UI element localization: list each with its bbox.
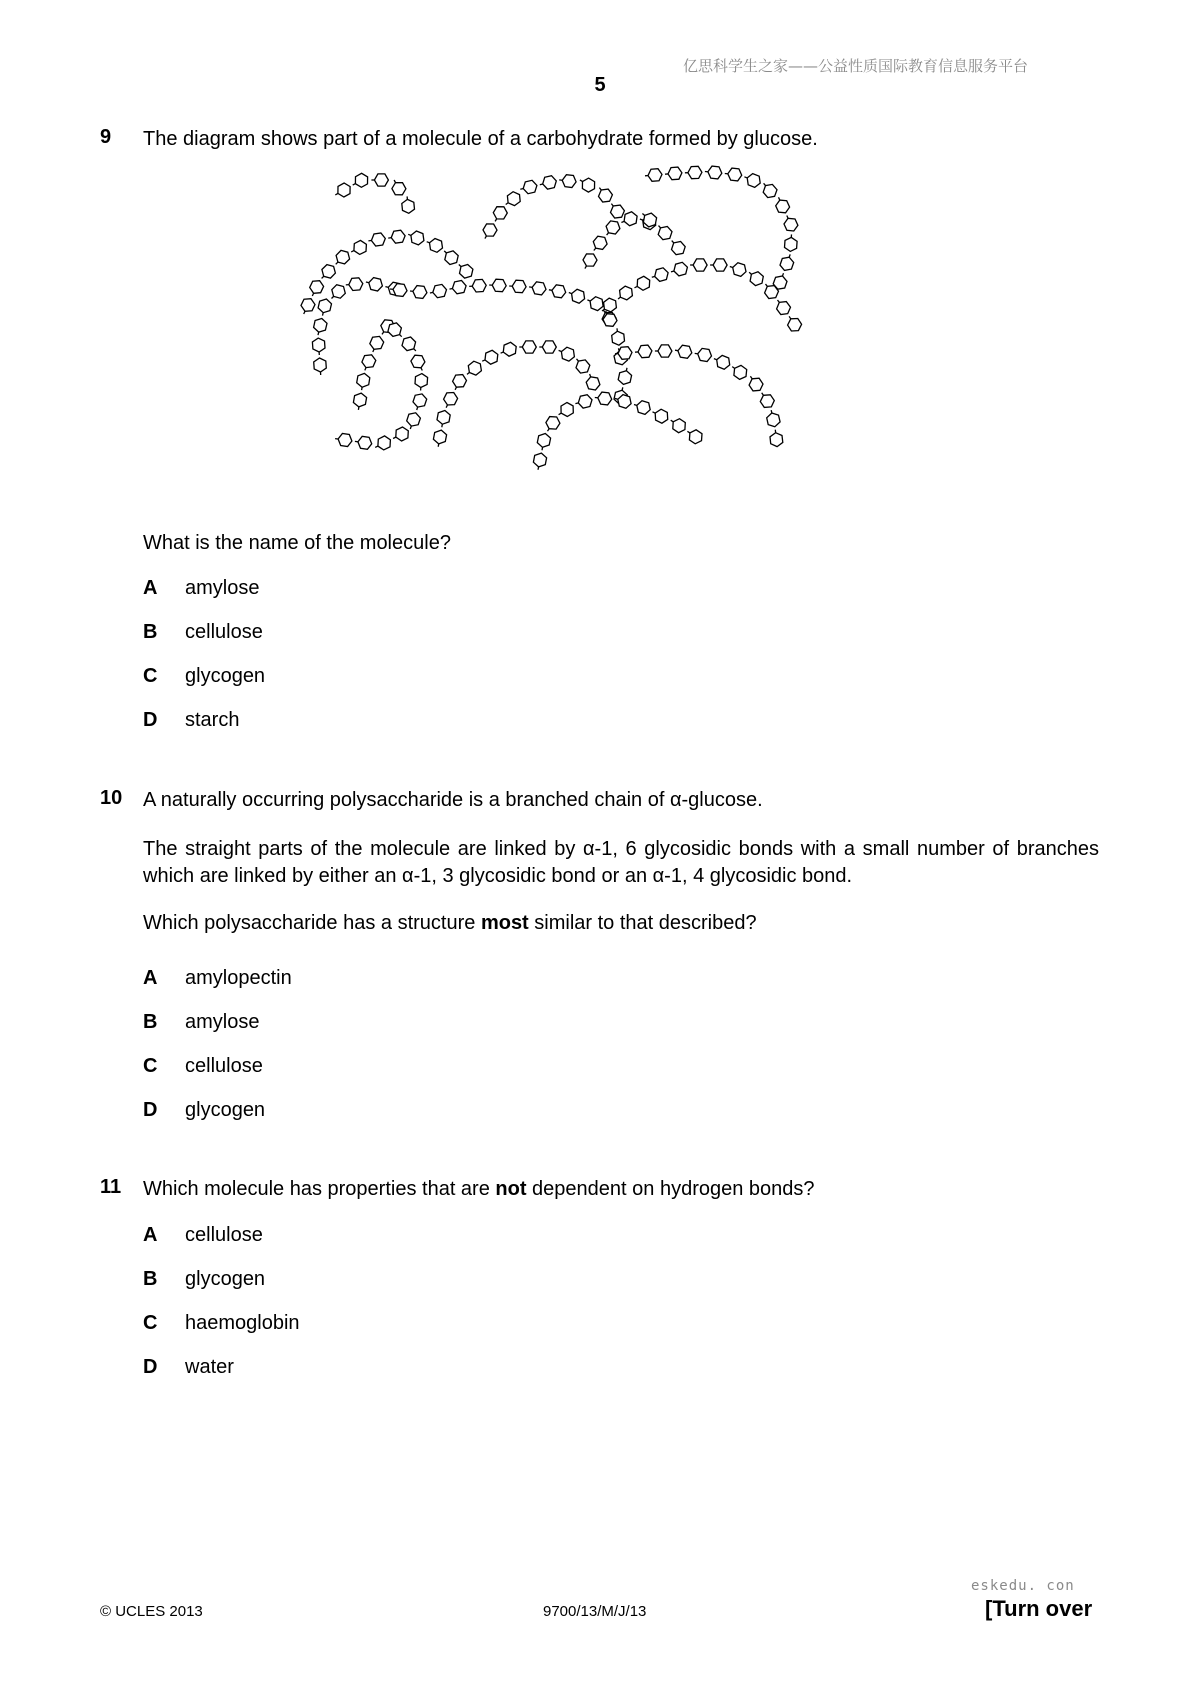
glucose-ring — [523, 180, 537, 193]
glucose-ring — [546, 417, 560, 430]
glucose-ring — [698, 348, 712, 361]
glucose-ring — [638, 345, 652, 358]
glucose-ring — [445, 251, 458, 265]
question-number: 10 — [100, 787, 123, 809]
option-letter: C — [143, 1055, 158, 1077]
glucose-ring — [378, 436, 391, 450]
glucose-ring — [522, 341, 536, 353]
stem-text: dependent on hydrogen bonds? — [526, 1178, 815, 1200]
option-text: amylose — [185, 1011, 260, 1033]
glucose-ring — [655, 409, 668, 423]
glucose-ring — [370, 336, 384, 349]
emphasis-text: most — [480, 912, 529, 934]
glucose-ring — [483, 224, 497, 236]
glycogen-diagram — [300, 165, 900, 515]
glucose-ring — [354, 240, 367, 254]
glucose-ring — [561, 403, 573, 417]
glucose-ring — [388, 323, 402, 337]
glucose-ring — [338, 434, 352, 447]
glucose-ring — [643, 213, 656, 227]
option-letter: A — [143, 577, 158, 599]
glucose-ring — [322, 265, 336, 279]
glucose-ring — [532, 282, 546, 295]
glucose-ring — [747, 174, 760, 188]
glucose-ring — [658, 345, 672, 357]
glucose-ring — [374, 174, 388, 186]
option-text: water — [185, 1356, 234, 1378]
option-text: cellulose — [185, 1224, 263, 1246]
glucose-ring — [562, 175, 576, 188]
question-paragraph: The straight parts of the molecule are linked by α-1, 6 glycosidic bonds with a small number of branches which are linked by either an α-1, 3 glycosidic bond or an α-1, 4 glycosidic bond. — [143, 838, 1099, 887]
glucose-ring — [433, 430, 446, 444]
glucose-ring — [586, 377, 600, 390]
glucose-ring — [512, 280, 526, 293]
glucose-ring — [674, 262, 688, 276]
glucose-ring — [583, 254, 597, 266]
option-letter: D — [143, 1099, 158, 1121]
glucose-ring — [402, 337, 416, 351]
glucose-ring — [542, 341, 556, 353]
glucose-ring — [733, 263, 746, 277]
option-text: glycogen — [185, 1268, 266, 1290]
option-text: glycogen — [185, 1099, 266, 1121]
glucose-ring — [503, 342, 516, 356]
glucose-ring — [552, 285, 566, 298]
option-text: starch — [185, 709, 240, 731]
glucose-ring — [430, 239, 443, 253]
glucose-ring — [618, 347, 632, 360]
glucose-ring — [606, 221, 620, 234]
glucose-ring — [415, 374, 428, 388]
glucose-ring — [493, 207, 507, 219]
glucose-ring — [655, 268, 668, 282]
glucose-ring — [411, 355, 425, 368]
glucose-ring — [604, 298, 617, 312]
option-letter: A — [143, 1224, 158, 1246]
glucose-ring — [460, 265, 473, 279]
glucose-ring — [572, 289, 585, 303]
glucose-ring — [618, 371, 631, 385]
glucose-ring — [760, 395, 774, 408]
glucose-ring — [301, 299, 315, 312]
question-prompt: What is the name of the molecule? — [143, 532, 451, 554]
glucose-ring — [338, 183, 350, 197]
paper-code: 9700/13/M/J/13 — [543, 1603, 647, 1620]
glucose-ring — [678, 345, 692, 358]
glucose-ring — [763, 184, 777, 197]
glucose-ring — [637, 276, 650, 290]
glucose-ring — [599, 189, 613, 202]
copyright: © UCLES 2013 — [100, 1603, 203, 1620]
glucose-ring — [396, 427, 409, 441]
glucose-ring — [785, 237, 798, 251]
glucose-ring — [369, 278, 383, 291]
glucose-ring — [537, 434, 550, 448]
option-letter: B — [143, 621, 158, 643]
glucose-ring — [717, 355, 730, 369]
glucose-ring — [472, 279, 486, 292]
question-number: 9 — [100, 126, 112, 148]
glucose-ring — [492, 279, 506, 292]
option-text: glycogen — [185, 665, 266, 687]
option-letter: B — [143, 1011, 158, 1033]
header-watermark: 亿思科学生之家——公益性质国际教育信息服务平台 — [683, 57, 1029, 75]
glucose-ring — [672, 242, 686, 255]
glucose-ring — [784, 218, 798, 231]
glucose-ring — [673, 419, 686, 433]
glucose-ring — [561, 347, 574, 361]
glucose-ring — [358, 436, 372, 449]
glucose-ring — [693, 259, 707, 271]
glucose-ring — [593, 236, 607, 249]
glucose-ring — [413, 394, 427, 407]
glucose-ring — [314, 358, 327, 372]
emphasis-text: not — [495, 1178, 527, 1200]
glucose-ring — [413, 286, 427, 299]
glucose-ring — [728, 168, 742, 181]
glucose-ring — [624, 212, 637, 226]
glucose-ring — [393, 284, 407, 297]
option-text: cellulose — [185, 1055, 263, 1077]
page-number: 5 — [594, 74, 606, 96]
glucose-ring — [618, 395, 631, 409]
glucose-ring — [453, 375, 467, 388]
glucose-ring — [543, 176, 557, 189]
glucose-ring — [767, 413, 780, 427]
glucose-ring — [391, 230, 405, 243]
option-text: haemoglobin — [185, 1312, 300, 1334]
glucose-ring — [437, 411, 450, 425]
glucose-ring — [770, 433, 783, 447]
glucose-ring — [590, 297, 603, 311]
glucose-ring — [355, 173, 367, 187]
glucose-ring — [411, 231, 424, 245]
glucose-ring — [362, 355, 376, 368]
glucose-ring — [637, 401, 650, 415]
glucose-ring — [688, 166, 702, 178]
option-text: cellulose — [185, 621, 263, 643]
glucose-ring — [689, 430, 702, 444]
glucose-ring — [648, 169, 662, 182]
glucose-ring — [318, 299, 331, 313]
glucose-ring — [749, 378, 763, 391]
glucose-ring — [734, 365, 747, 379]
option-letter: D — [143, 1356, 158, 1378]
glucose-ring — [336, 250, 350, 264]
glucose-ring — [780, 257, 794, 270]
glucose-ring — [668, 167, 682, 180]
turn-over: [Turn over — [985, 1596, 1093, 1621]
glucose-ring — [603, 314, 617, 327]
question-stem: A naturally occurring polysaccharide is a branched chain of α-glucose. — [143, 789, 763, 811]
glucose-ring — [357, 373, 370, 387]
glucose-ring — [576, 360, 590, 373]
glucose-ring — [407, 413, 421, 426]
glucose-ring — [353, 393, 366, 407]
question-stem — [143, 1176, 815, 1203]
glucose-ring — [765, 286, 779, 299]
option-letter: C — [143, 665, 158, 687]
glucose-ring — [750, 272, 763, 286]
glucose-ring — [777, 302, 791, 315]
question-number: 11 — [100, 1176, 122, 1198]
glucose-ring — [507, 192, 520, 206]
question-stem: The diagram shows part of a molecule of a carbohydrate formed by glucose. — [143, 128, 818, 150]
stem-text: Which molecule has properties that are — [143, 1178, 496, 1200]
glucose-ring — [658, 227, 672, 240]
glucose-ring — [312, 338, 325, 352]
glucose-ring — [776, 200, 790, 213]
glucose-ring — [314, 319, 327, 333]
glucose-ring — [620, 286, 633, 300]
glucose-ring — [713, 259, 727, 271]
glucose-ring — [598, 392, 612, 405]
option-letter: C — [143, 1312, 158, 1334]
glucose-ring — [788, 319, 802, 332]
footer-watermark: eskedu. con — [971, 1578, 1075, 1594]
glucose-ring — [452, 281, 466, 294]
option-letter: A — [143, 967, 158, 989]
glucose-ring — [485, 350, 498, 364]
glucose-ring — [310, 281, 324, 294]
question-prompt — [143, 910, 757, 937]
option-text: amylose — [185, 577, 260, 599]
glucose-ring — [611, 205, 625, 218]
glucose-ring — [708, 166, 722, 179]
glucose-ring — [433, 284, 447, 297]
glucose-ring — [392, 183, 406, 195]
prompt-text: Which polysaccharide has a structure — [143, 912, 481, 934]
prompt-text: similar to that described? — [528, 912, 757, 934]
glucose-ring — [349, 278, 363, 291]
glucose-ring — [402, 199, 415, 213]
glucose-ring — [444, 393, 458, 406]
option-letter: D — [143, 709, 158, 731]
glucose-ring — [371, 233, 385, 246]
glucose-ring — [468, 361, 481, 375]
glucose-ring — [578, 395, 592, 408]
glucose-ring — [612, 331, 625, 345]
glucose-ring — [332, 285, 346, 299]
glucose-ring — [582, 178, 594, 192]
glucose-ring — [533, 453, 546, 467]
option-letter: B — [143, 1268, 158, 1290]
option-text: amylopectin — [185, 967, 292, 989]
